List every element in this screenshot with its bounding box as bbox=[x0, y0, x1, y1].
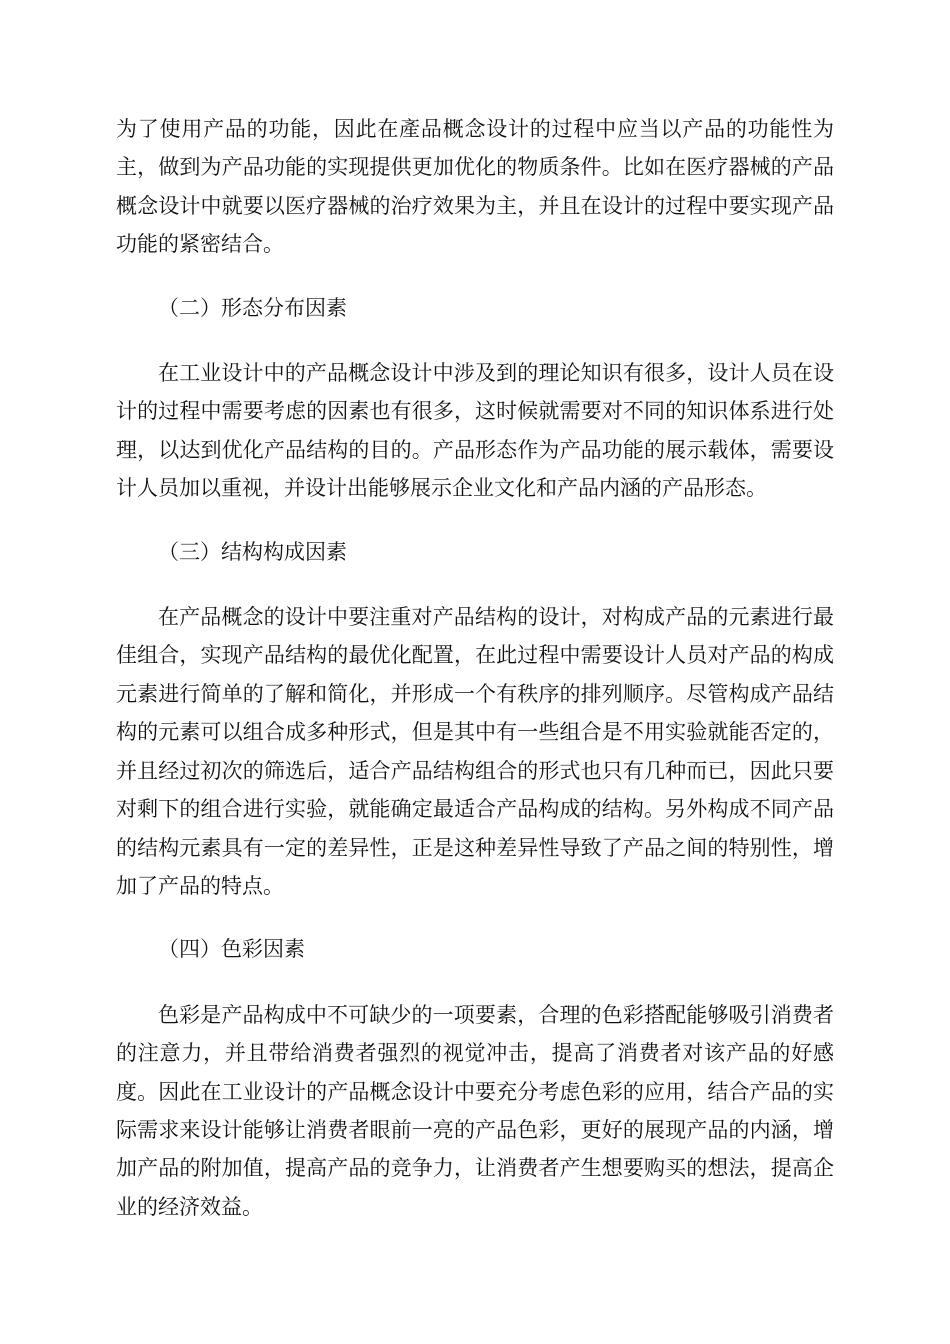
document-page bbox=[116, 110, 834, 1226]
paragraph-function-continued: 为了使用产品的功能，因此在產品概念设计的过程中应当以产品的功能性为主，做到为产品功能的实现提供更加优化的物质条件。比如在医疗器械的产品概念设计中就要以医疗器械的治疗效果为主，并且在设计的过程中要实现产品功能的紧密结合。 bbox=[116, 117, 834, 257]
paragraph-structure-composition: 在产品概念的设计中要注重对产品结构的设计，对构成产品的元素进行最佳组合，实现产品结构的最优化配置，在此过程中需要设计人员对产品的构成元素进行简单的了解和简化，并形成一个有秩序的排列顺序。尽管构成产品结构的元素可以组合成多种形式，但是其中有一些组合是不用实验就能否定的，并且经过初次的筛选后，适合产品结构组合的形式也只有几种而已，因此只要对剩下的组合进行实验，就能确定最适合产品构成的结构。另外构成不同产品的结构元素具有一定的差异性，正是这种差异性导致了产品之间的特别性，增加了产品的特点。 bbox=[116, 605, 834, 898]
heading-structure-composition: （三）结构构成因素 bbox=[158, 539, 347, 564]
heading-color: （四）色彩因素 bbox=[158, 937, 305, 962]
paragraph-form-distribution: 在工业设计中的产品概念设计中涉及到的理论知识有很多，设计人员在设计的过程中需要考虑的因素也有很多，这时候就需要对不同的知识体系进行处理，以达到优化产品结构的目的。产品形态作为产品功能的展示载体，需要设计人员加以重视，并设计出能够展示企业文化和产品内涵的产品形态。 bbox=[116, 361, 834, 501]
paragraph-color: 色彩是产品构成中不可缺少的一项要素，合理的色彩搭配能够吸引消费者的注意力，并且带给消费者强烈的视觉冲击，提高了消费者对该产品的好感度。因此在工业设计的产品概念设计中要充分考虑色彩的应用，结合产品的实际需求来设计能够让消费者眼前一亮的产品色彩，更好的展现产品的内涵，增加产品的附加值，提高产品的竞争力，让消费者产生想要购买的想法，提高企业的经济效益。 bbox=[116, 1002, 834, 1219]
heading-form-distribution: （二）形态分布因素 bbox=[158, 295, 347, 320]
